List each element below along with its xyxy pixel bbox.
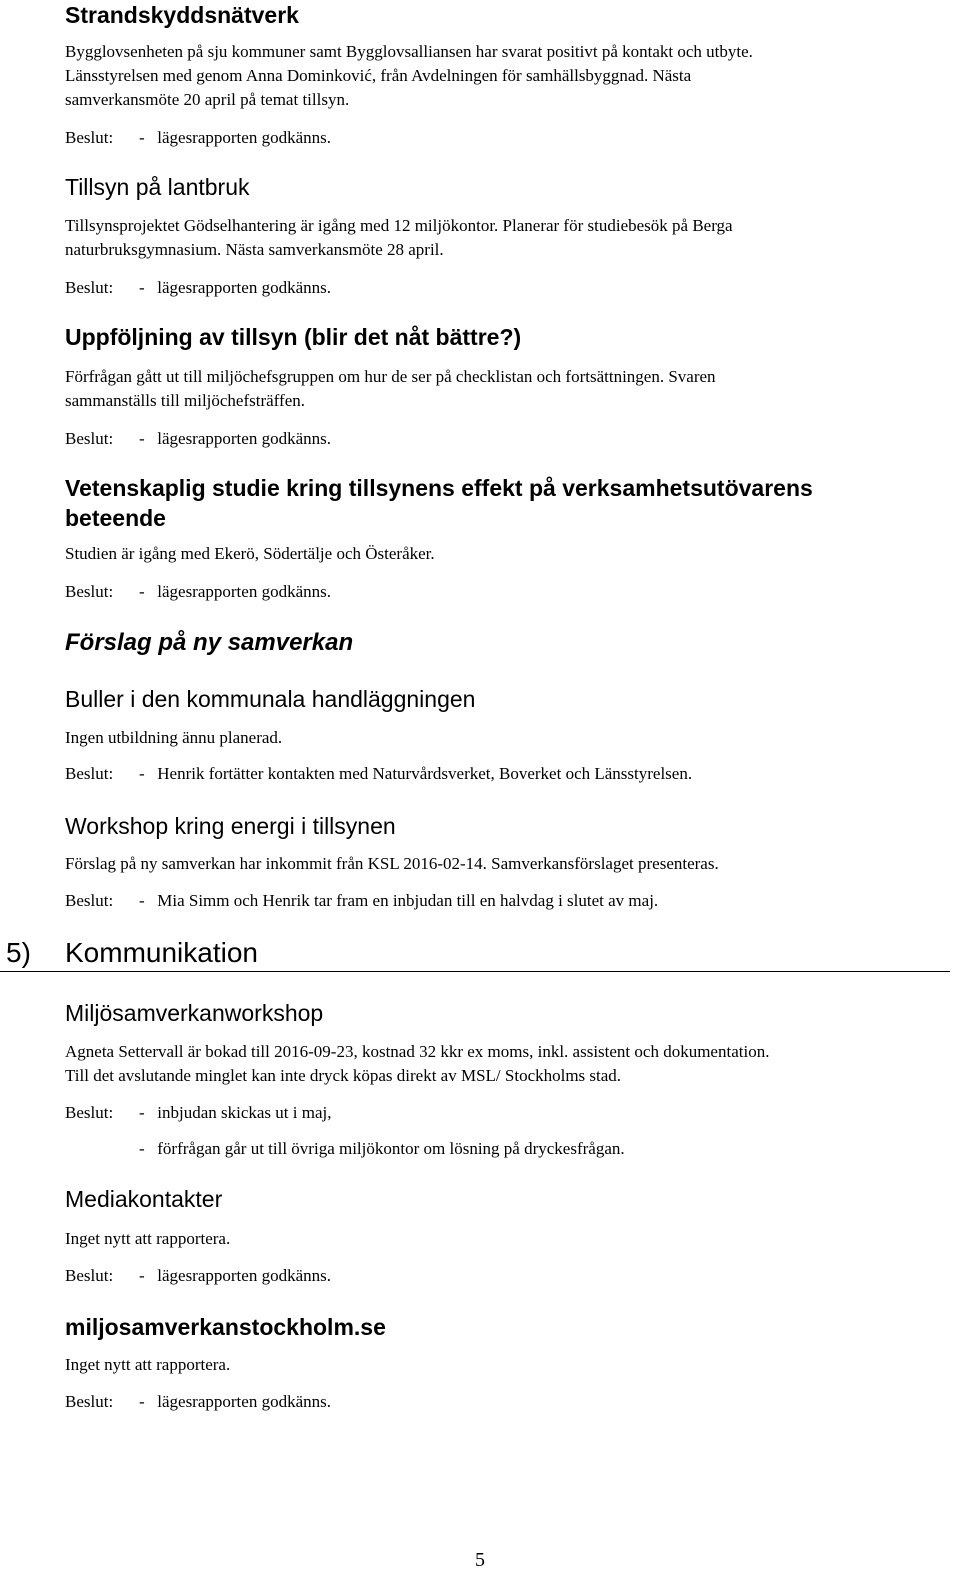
paragraph-line: Till det avslutande minglet kan inte dryck köpas direkt av MSL/ Stockholms stad. [65, 1066, 622, 1085]
heading-kommunikation: Kommunikation [65, 937, 258, 968]
beslut-label: Beslut: [65, 429, 114, 448]
beslut-row [65, 1264, 950, 1288]
beslut-row [65, 276, 950, 300]
beslut-dash: - [139, 278, 145, 297]
beslut-row [65, 427, 950, 451]
beslut-label: Beslut: [65, 764, 114, 783]
beslut-dash: - [139, 764, 145, 783]
beslut-row-continued [65, 1137, 950, 1161]
beslut-row [65, 126, 950, 150]
beslut-text: lägesrapporten godkänns. [157, 429, 331, 448]
paragraph-line: Förslag på ny samverkan har inkommit från KSL 2016-02-14. Samverkansförslaget presenteras. [65, 854, 719, 873]
beslut-dash: - [139, 429, 145, 448]
beslut-label: Beslut: [65, 891, 114, 910]
paragraph-line: Studien är igång med Ekerö, Södertälje och Österåker. [65, 544, 435, 563]
beslut-text: Mia Simm och Henrik tar fram en inbjudan till en halvdag i slutet av maj. [157, 891, 659, 910]
beslut-row [65, 1390, 950, 1414]
beslut-row [65, 1101, 950, 1125]
heading-mediakontakter: Mediakontakter [65, 1186, 223, 1212]
beslut-text: lägesrapporten godkänns. [157, 582, 331, 601]
beslut-label: Beslut: [65, 1103, 114, 1122]
paragraph-line: Länsstyrelsen med genom Anna Dominković, från Avdelningen för samhällsbyggnad. Nästa [65, 66, 692, 85]
paragraph-line: Ingen utbildning ännu planerad. [65, 728, 283, 747]
section-divider [0, 971, 950, 972]
paragraph-line: Förfrågan gått ut till miljöchefsgruppen om hur de ser på checklistan och fortsättningen. Svaren [65, 367, 716, 386]
beslut-dash: - [139, 128, 145, 147]
beslut-label: Beslut: [65, 128, 114, 147]
beslut-label: Beslut: [65, 278, 114, 297]
heading-strandskyddsnatverk: Strandskyddsnätverk [65, 2, 299, 28]
beslut-dash: - [139, 1139, 145, 1158]
beslut-dash: - [139, 1103, 145, 1122]
beslut-row [65, 762, 950, 786]
heading-buller: Buller i den kommunala handläggningen [65, 686, 476, 712]
heading-uppfoljning: Uppföljning av tillsyn (blir det nåt bättre?) [65, 324, 522, 350]
heading-tillsyn-lantbruk: Tillsyn på lantbruk [65, 174, 250, 200]
paragraph-line: Bygglovsenheten på sju kommuner samt Bygglovsalliansen har svarat positivt på kontakt och utbyte. [65, 42, 753, 61]
beslut-label: Beslut: [65, 1266, 114, 1285]
beslut-dash: - [139, 891, 145, 910]
page-number: 5 [475, 1549, 485, 1571]
beslut-dash: - [139, 1392, 145, 1411]
beslut-label: Beslut: [65, 1392, 114, 1411]
heading-vetenskaplig-studie-line2: beteende [65, 505, 166, 531]
beslut-text: Henrik fortätter kontakten med Naturvårdsverket, Boverket och Länsstyrelsen. [157, 764, 693, 783]
heading-forslag-ny-samverkan: Förslag på ny samverkan [65, 629, 354, 656]
paragraph-line: Inget nytt att rapportera. [65, 1229, 231, 1248]
beslut-text: lägesrapporten godkänns. [157, 278, 331, 297]
beslut-dash: - [139, 582, 145, 601]
heading-miljosamverkanworkshop: Miljösamverkanworkshop [65, 1000, 324, 1026]
paragraph-line: Tillsynsprojektet Gödselhantering är igång med 12 miljökontor. Planerar för studiebesök på Berga [65, 216, 733, 235]
paragraph-line: sammanställs till miljöchefsträffen. [65, 391, 305, 410]
section-number: 5) [6, 937, 31, 968]
heading-vetenskaplig-studie: Vetenskaplig studie kring tillsynens effekt på verksamhetsutövarens [65, 475, 813, 501]
beslut-text: lägesrapporten godkänns. [157, 128, 331, 147]
paragraph-line: naturbruksgymnasium. Nästa samverkansmöte 28 april. [65, 240, 444, 259]
beslut-label: Beslut: [65, 582, 114, 601]
beslut-text: lägesrapporten godkänns. [157, 1266, 331, 1285]
paragraph-line: Inget nytt att rapportera. [65, 1355, 231, 1374]
heading-website: miljosamverkanstockholm.se [65, 1314, 386, 1340]
beslut-row [65, 889, 950, 913]
paragraph-line: Agneta Settervall är bokad till 2016-09-23, kostnad 32 kkr ex moms, inkl. assistent och dokumentation. [65, 1042, 770, 1061]
beslut-text: inbjudan skickas ut i maj, [157, 1103, 332, 1122]
beslut-text: förfrågan går ut till övriga miljökontor om lösning på dryckesfrågan. [157, 1139, 625, 1158]
paragraph-line: samverkansmöte 20 april på temat tillsyn. [65, 90, 350, 109]
beslut-row [65, 580, 950, 604]
heading-workshop: Workshop kring energi i tillsynen [65, 813, 396, 839]
beslut-dash: - [139, 1266, 145, 1285]
beslut-text: lägesrapporten godkänns. [157, 1392, 331, 1411]
